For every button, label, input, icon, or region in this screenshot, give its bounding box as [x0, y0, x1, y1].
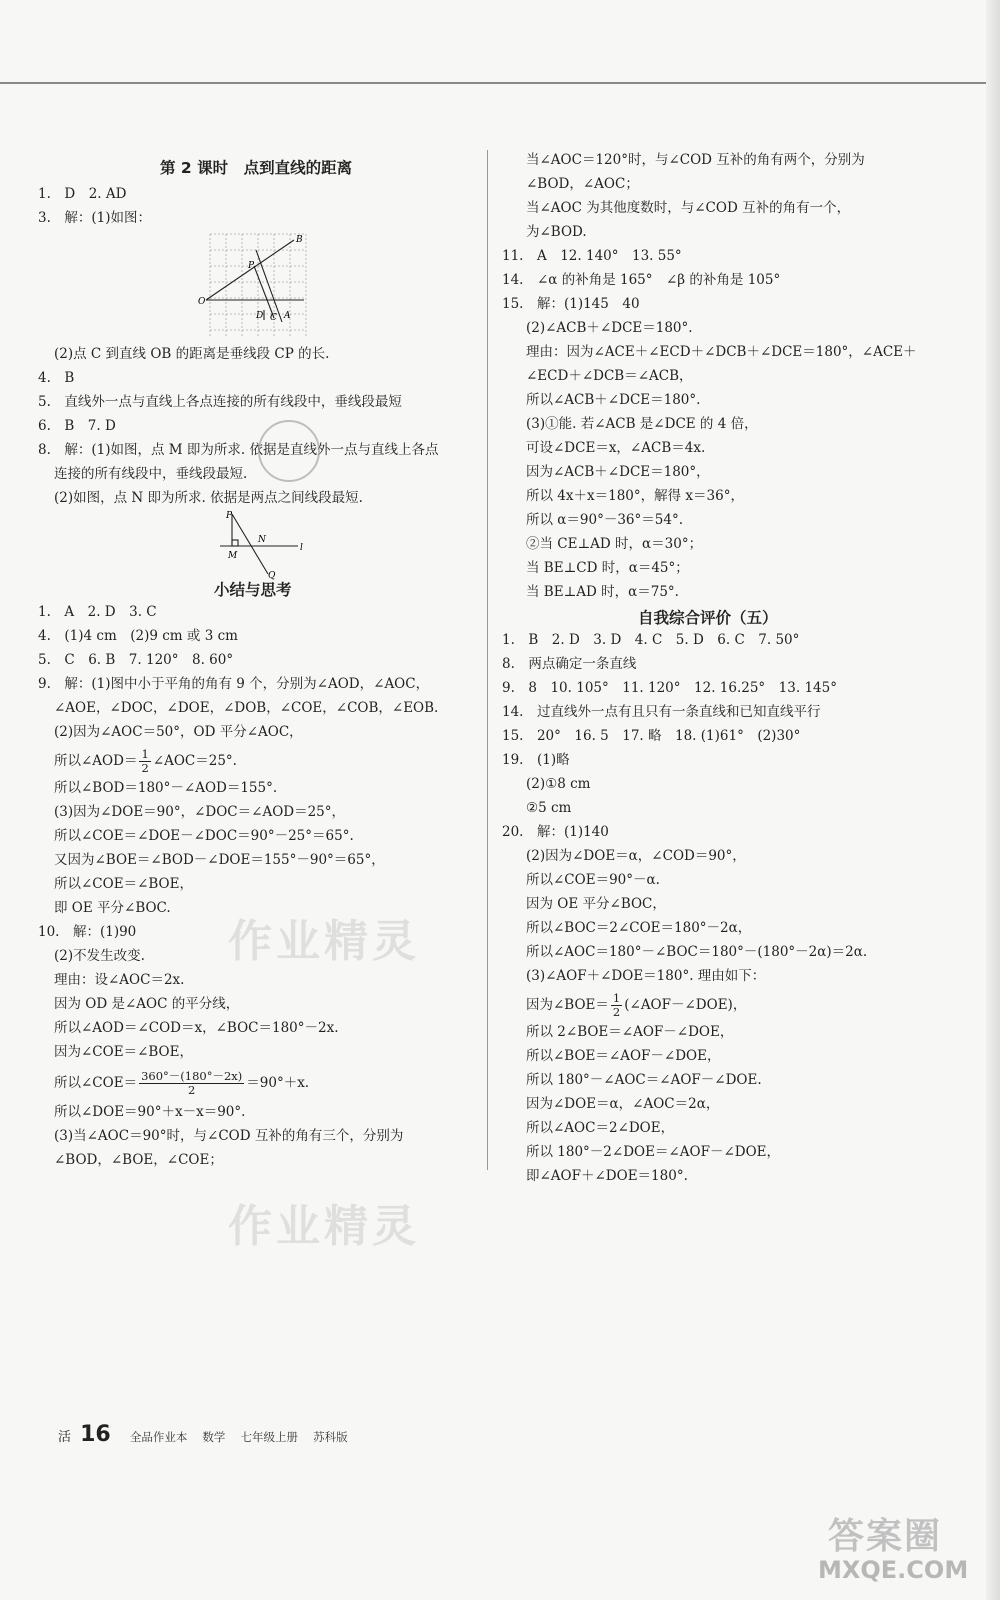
top-rule [0, 82, 1000, 84]
answer-line: (2)如图，点 N 即为所求. 依据是两点之间线段最短. [54, 490, 363, 506]
answer-line: 3. 解：(1)如图： [38, 210, 152, 226]
answer-line: (3)①能. 若∠ACB 是∠DCE 的 4 倍， [526, 416, 758, 432]
answer-line: 1. A 2. D 3. C [38, 604, 157, 620]
answer-line: 所以∠AOC＝180°－∠BOC＝180°－(180°－2α)＝2α. [526, 944, 868, 960]
answer-line: 当 BE⊥CD 时，α＝45°； [526, 560, 689, 576]
answer-line: 即∠AOF＋∠DOE＝180°. [526, 1168, 688, 1184]
label-A: A [284, 311, 291, 321]
answer-line: 4. B [38, 370, 75, 386]
answer-line: 所以∠ACB＋∠DCE＝180°. [526, 392, 701, 408]
answer-line: (3)因为∠DOE＝90°，∠DOC＝∠AOD＝25°， [54, 804, 346, 820]
book-title: 全品作业本 [129, 1430, 188, 1444]
page-edge [986, 0, 1000, 1600]
answer-line: 20. 解：(1)140 [502, 824, 609, 840]
stamp-mark [258, 420, 320, 482]
label-P: P [248, 261, 255, 271]
answer-text: (∠AOF－∠DOE)， [624, 997, 747, 1013]
page-number: 16 [80, 1422, 111, 1447]
label-N: N [258, 535, 266, 545]
logo-brand: 答案圈 [828, 1516, 943, 1557]
section-title-distance: 第 2 课时 点到直线的距离 [160, 159, 353, 177]
answer-text: ＝90°＋x. [246, 1075, 310, 1091]
answer-line: 因为∠ACB＋∠DCE＝180°， [526, 464, 710, 480]
answer-line: 19. (1)略 [502, 752, 570, 768]
answer-line: 15. 20° 16. 5 17. 略 18. (1)61° (2)30° [502, 728, 801, 744]
answer-line: (2)∠ACB＋∠DCE＝180°. [526, 320, 693, 336]
section-title-self-evaluation: 自我综合评价（五） [638, 609, 778, 627]
label-C: C [270, 313, 277, 323]
fraction [611, 992, 622, 1019]
grade: 七年级上册 [240, 1430, 299, 1444]
answer-line: 8. 两点确定一条直线 [502, 656, 637, 672]
watermark: 作业精灵 [228, 1201, 420, 1252]
answer-line: ∠ECD＋∠DCB＝∠ACB， [526, 368, 693, 384]
answer-line: 理由：因为∠ACE＋∠ECD＋∠DCB＋∠DCE＝180°，∠ACE＋ [526, 344, 917, 360]
answer-line: 所以∠AOC＝2∠DOE， [526, 1120, 675, 1136]
answer-line: 5. 直线外一点与直线上各点连接的所有线段中，垂线段最短 [38, 394, 402, 410]
answer-line: 1. D 2. AD [38, 186, 127, 202]
answer-line: ∠BOD，∠BOE，∠COE； [54, 1152, 223, 1168]
answer-line: 所以∠COE＝∠DOE－∠DOC＝90°－25°＝65°. [54, 828, 354, 844]
answer-line: 当∠AOC 为其他度数时，与∠COD 互补的角有一个， [526, 200, 851, 216]
fraction-denominator: 2 [188, 1083, 196, 1097]
answer-line: 10. 解：(1)90 [38, 924, 137, 940]
label-Q: Q [268, 571, 276, 580]
fraction [139, 748, 150, 775]
answer-text: 因为∠BOE＝ [526, 997, 609, 1013]
answer-line: 6. B 7. D [38, 418, 116, 434]
answer-line: ∠AOE，∠DOC，∠DOE，∠DOB，∠COE，∠COB，∠EOB. [54, 700, 439, 716]
page-footer [58, 1422, 358, 1447]
answer-line: 所以 180°－∠AOC＝∠AOF－∠DOE. [526, 1072, 762, 1088]
label-M: M [228, 551, 238, 561]
answer-line: (2)因为∠AOC＝50°，OD 平分∠AOC， [54, 724, 303, 740]
answer-line: 当∠AOC＝120°时，与∠COD 互补的角有两个，分别为 [526, 152, 865, 168]
answer-line: 所以∠BOC＝2∠COE＝180°－2α， [526, 920, 752, 936]
fraction-denominator: 2 [141, 761, 149, 775]
watermark: 作业精灵 [228, 916, 420, 967]
grid-figure [198, 230, 318, 342]
answer-line: 即 OE 平分∠BOC. [54, 900, 171, 916]
answer-line: 所以 4x＋x＝180°，解得 x＝36°， [526, 488, 744, 504]
answer-line: 5. C 6. B 7. 120° 8. 60° [38, 652, 234, 668]
fraction-numerator: 360°－(180°－2x) [141, 1069, 243, 1083]
answer-line: 4. (1)4 cm (2)9 cm 或 3 cm [38, 628, 238, 644]
subject: 数学 [202, 1430, 226, 1444]
answer-line: 连接的所有线段中，垂线段最短. [54, 466, 248, 482]
answer-line [54, 748, 237, 775]
fraction [139, 1070, 244, 1097]
answer-line: 14. ∠α 的补角是 165° ∠β 的补角是 105° [502, 272, 781, 288]
answer-line: (3)当∠AOC＝90°时，与∠COD 互补的角有三个，分别为 [54, 1128, 404, 1144]
label-P: P [226, 511, 233, 521]
answer-line: 所以 2∠BOE＝∠AOF－∠DOE， [526, 1024, 734, 1040]
footer-prefix: 活 [58, 1430, 72, 1445]
answer-line [526, 992, 746, 1019]
label-B: B [296, 235, 303, 245]
logo-url: MXQE.COM [818, 1556, 969, 1584]
point-line-figure [218, 510, 308, 580]
fraction-numerator: 1 [612, 991, 621, 1005]
answer-line: 因为∠COE＝∠BOE， [54, 1044, 193, 1060]
answer-line: 所以∠AOD＝∠COD＝x，∠BOC＝180°－2x. [54, 1020, 339, 1036]
answer-line [54, 1070, 309, 1097]
fraction-denominator: 2 [612, 1005, 621, 1019]
edition: 苏科版 [313, 1430, 348, 1444]
answer-line: 理由：设∠AOC＝2x. [54, 972, 185, 988]
answer-line: ②当 CE⊥AD 时，α＝30°； [526, 536, 703, 552]
column-divider [487, 150, 488, 1170]
answer-line: 9. 解：(1)图中小于平角的角有 9 个，分别为∠AOD，∠AOC， [38, 676, 430, 692]
answer-line: 因为 OE 平分∠BOC， [526, 896, 666, 912]
answer-line: (2)不发生改变. [54, 948, 145, 964]
answer-line: 因为 OD 是∠AOC 的平分线， [54, 996, 240, 1012]
answer-line: 所以 180°－2∠DOE＝∠AOF－∠DOE， [526, 1144, 781, 1160]
answer-line: 所以 α＝90°－36°＝54°. [526, 512, 683, 528]
answer-line: 因为∠DOE＝α，∠AOC＝2α， [526, 1096, 720, 1112]
answer-line: 8. 解：(1)如图，点 M 即为所求. 依据是直线外一点与直线上各点 [38, 442, 439, 458]
answer-line: 为∠BOD. [526, 224, 587, 240]
answer-line: 所以∠COE＝90°－α. [526, 872, 660, 888]
answer-line: 1. B 2. D 3. D 4. C 5. D 6. C 7. 50° [502, 632, 800, 648]
answer-line: (2)因为∠DOE＝α，∠COD＝90°， [526, 848, 746, 864]
answer-line: 所以∠BOD＝180°－∠AOD＝155°. [54, 780, 278, 796]
answer-line: 又因为∠BOE＝∠BOD－∠DOE＝155°－90°＝65°， [54, 852, 385, 868]
answer-line: 所以∠BOE＝∠AOF－∠DOE， [526, 1048, 721, 1064]
answer-line: 14. 过直线外一点有且只有一条直线和已知直线平行 [502, 704, 821, 720]
answer-line: ②5 cm [526, 800, 572, 816]
answer-line: 9. 8 10. 105° 11. 120° 12. 16.25° 13. 145° [502, 680, 837, 696]
section-title-summary: 小结与思考 [214, 581, 292, 599]
answer-line: 当 BE⊥AD 时，α＝75°. [526, 584, 679, 600]
answer-line: 所以∠DOE＝90°＋x－x＝90°. [54, 1104, 246, 1120]
fraction-numerator: 1 [141, 747, 149, 761]
site-logo [818, 1508, 988, 1588]
answer-line: 15. 解：(1)145 40 [502, 296, 640, 312]
label-O: O [198, 297, 206, 307]
answer-line: (3)∠AOF＋∠DOE＝180°. 理由如下： [526, 968, 766, 984]
answer-line: 11. A 12. 140° 13. 55° [502, 248, 682, 264]
answer-line: ∠BOD，∠AOC； [526, 176, 639, 192]
answer-line: (2)点 C 到直线 OB 的距离是垂线段 CP 的长. [54, 346, 330, 362]
answer-line: (2)①8 cm [526, 776, 591, 792]
answer-line: 可设∠DCE＝x，∠ACB＝4x. [526, 440, 706, 456]
label-l: l [300, 543, 303, 553]
answer-text: 所以∠AOD＝ [54, 753, 138, 769]
answer-text: 所以∠COE＝ [54, 1075, 138, 1091]
answer-text: ∠AOC＝25°. [152, 753, 237, 769]
label-D: D [256, 311, 264, 321]
answer-line: 所以∠COE＝∠BOE， [54, 876, 193, 892]
